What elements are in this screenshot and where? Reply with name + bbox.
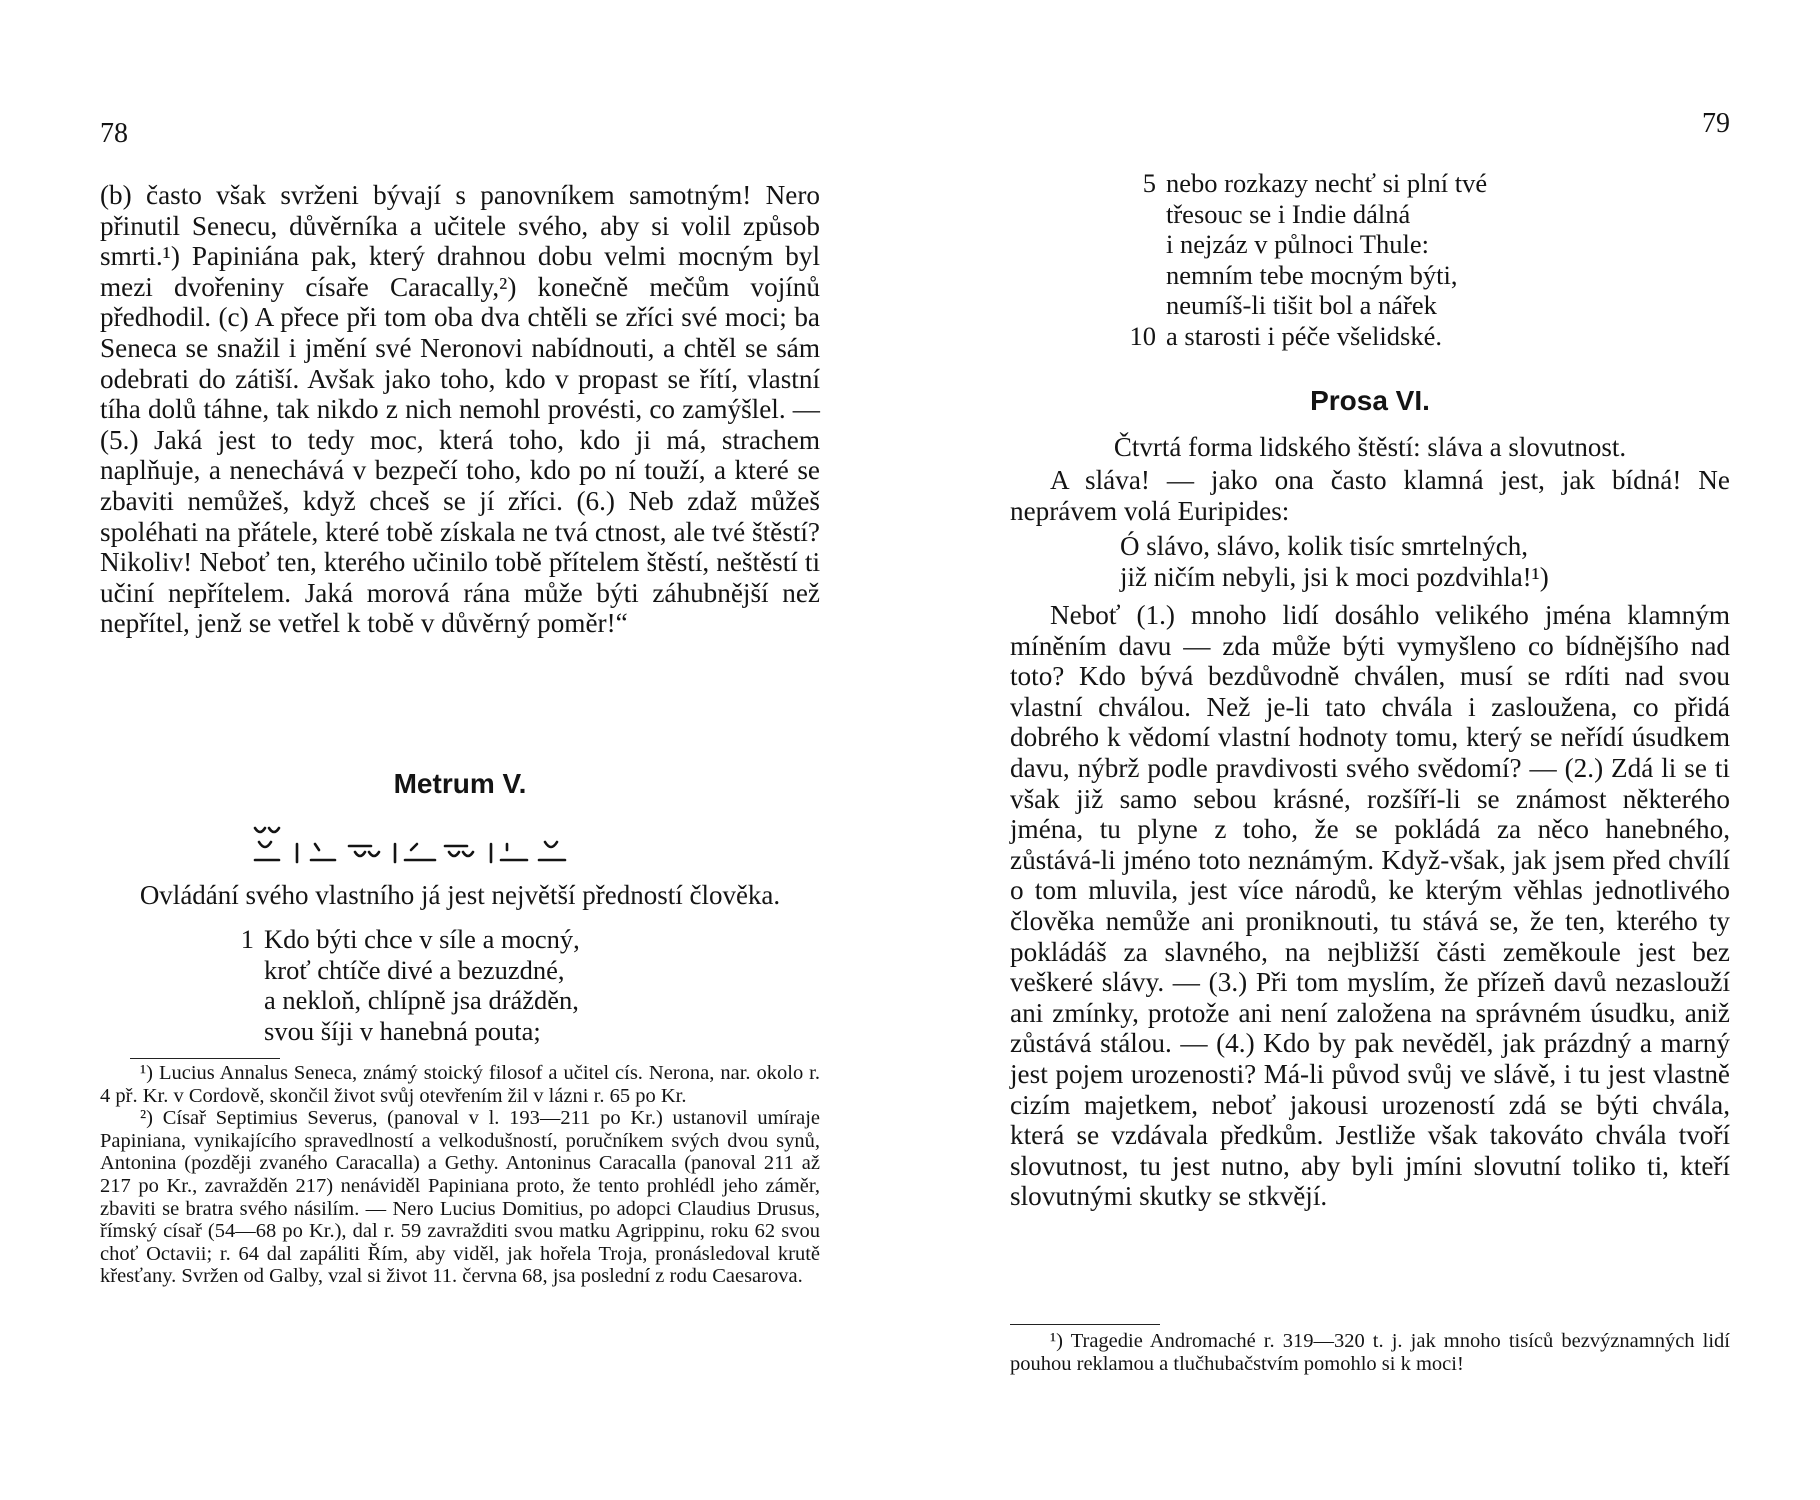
verse-line <box>1122 260 1487 291</box>
page-number: 79 <box>1702 108 1730 139</box>
verse-text: i nejzáz v půlnoci Thule: <box>1166 229 1429 260</box>
verse-line <box>1122 199 1487 230</box>
footnotes <box>100 1062 820 1288</box>
verse-text: a starosti i péče všelidské. <box>1166 320 1442 351</box>
verse-text: třesouc se i Indie dálná <box>1166 198 1411 229</box>
quote-line: Ó slávo, slávo, kolik tisíc smrtelných, <box>1120 531 1528 561</box>
line-number: 10 <box>1129 320 1156 351</box>
line-number: 1 <box>240 924 254 954</box>
intro-paragraph: A sláva! — jako ona často klamná jest, jak bídná! Ne neprávem volá Euripides: <box>1010 465 1730 526</box>
section-heading: Prosa VI. <box>1310 385 1430 416</box>
footnote: ¹) Tragedie Andromaché r. 319—320 t. j. jak mnoho tisíců bezvýznamných lidí pouhou reklamou a tlučhubačstvím pomohlo si k moci! <box>1010 1330 1730 1375</box>
section-subtitle: Čtvrtá forma lidského štěstí: sláva a slovutnost. <box>1113 432 1627 462</box>
verse-text: nemním tebe mocným býti, <box>1166 259 1458 290</box>
line-number <box>1122 229 1166 260</box>
epigraph: Ovládání svého vlastního já jest největší předností člověka. <box>139 880 781 910</box>
footnote: ¹) Lucius Annalus Seneca, známý stoický filosof a učitel cís. Nerona, nar. okolo r. 4 př. Kr. v Cordově, skončil život svůj otevřením žil v lázni r. 65 po Kr. <box>100 1062 820 1107</box>
quote-line: již ničím nebyli, jsi k moci pozdvihla!¹) <box>1120 561 1549 592</box>
line-number <box>220 955 264 986</box>
paragraph: (b) často však svrženi bývají s panovníkem samotným! Nero přinutil Senecu, důvěrníka a učitele svého, aby si volil způsob smrti.¹) Papiniána pak, který drahnou dobu velmi mocným byl mezi dvořeniny císaře Caracally,²) konečně mečům vojínů předhodil. (c) A přece při tom oba dva chtěli se zříci své moci; ba Seneca se snažil i jmění své Neronovi nabídnouti, a chtěl se sám odebrati do zátiší. Avšak jako toho, kdo v propast se řítí, vlastní tíha dolů táhne, tak nikdo z nich nemohl provésti, co zamýšlel. — (5.) Jaká jest to tedy moc, která toho, kdo ji má, strachem naplňuje, a nenechává v bezpečí toho, kdo po ní touží, a které se zbaviti nemůžeš, když chceš se jí zříci. (6.) Neb zdaž můžeš spoléhati na přátele, které tobě získala ne tvá ctnost, ale tvé štěstí? Nikoliv! Neboť ten, kterého učinilo tobě přítelem štěstí, neštěstí ti učiní nepřítelem. Jaká morová rána může býti záhubnější než nepřítel, jenž se vetřel k tobě v důvěrný poměr!“ <box>100 180 820 639</box>
verse-text: a nekloň, chlípně jsa drážděn, <box>264 985 579 1016</box>
footnotes <box>1010 1330 1730 1375</box>
verse-text: kroť chtíče divé a bezuzdné, <box>264 954 565 985</box>
verse-text: svou šíji v hanebná pouta; <box>264 1015 541 1046</box>
line-number <box>1122 260 1166 291</box>
footnote-divider <box>130 1058 280 1059</box>
verse-text: neumíš-li tišit bol a nářek <box>1166 290 1437 321</box>
verse-line <box>220 924 580 955</box>
verse-quote <box>1120 531 1549 592</box>
verse-line <box>220 1016 580 1047</box>
verse <box>220 924 580 1046</box>
verse-line <box>1122 168 1487 199</box>
verse <box>1122 168 1487 352</box>
line-number <box>220 985 264 1016</box>
line-number <box>220 1016 264 1047</box>
body-text: Neboť (1.) mnoho lidí dosáhlo velikého jména klamným míněním davu — zda může býti vymyšleno co bídnějšího nad toto? Kdo bývá bezdůvodně chválen, musí se rdíti nad svou vlastní chválou. Než je-li tato chvála i zasloužena, co přidá dobrého k vědomí vlastní hodnoty tomu, který se neřídí úsudkem davu, nýbrž podle pravdivosti svého svědomí? — (2.) Zdá li se ti však již samo sebou krásné, rozšíří-li se známost některého jména, tu plyne z toho, že se pokládá za něco hanebného, zůstává-li jméno toto neznámým. Když-však, jak jsem před chvílí o tom mluvila, jest více národů, ke kterým věhlas jednotlivého člověka nemůže ani proniknouti, tu stává se, že ten, kterého ty pokládáš za slavného, na nejbližší části zeměkoule jest bez veškeré slávy. — (3.) Při tom myslím, že přízeň davů nezaslouží ani zmínky, protože ani není založena na správném úsudku, aniž zůstává stálou. — (4.) Kdo by pak nevěděl, jak prázdný a marný jest pojem urozenosti? Má-li původ svůj ve slávě, i tu jest vlastně cizím majetkem, neboť jakousi urozeností zdá se býti chvála, která se vzdávala předkům. Jestliže však takováto chvála tvoří slovutnost, tu jest nutno, aby byli jmíni slovutní toliko ti, kteří slovutnými skutky se stkvějí. <box>1010 600 1730 1212</box>
left-page <box>100 0 820 1500</box>
verse-line <box>220 985 580 1016</box>
section-heading: Metrum V. <box>393 768 527 799</box>
body-text <box>100 180 820 639</box>
verse-line <box>220 955 580 986</box>
line-number <box>1122 290 1166 321</box>
metrical-scheme <box>100 820 820 881</box>
right-page <box>1010 0 1730 1500</box>
page-number: 78 <box>100 118 128 149</box>
verse-text: Kdo býti chce v síle a mocný, <box>264 924 580 954</box>
line-number: 5 <box>1142 168 1156 198</box>
metrical-scheme-drawing <box>245 820 675 876</box>
verse-line <box>1122 290 1487 321</box>
verse-line <box>1122 321 1487 352</box>
footnote: ²) Císař Septimius Severus, (panoval v l. 193—211 po Kr.) ustanovil umíraje Papiniana, vynikajícího spravedlností a velkodušností, poručníkem svých dvou synů, Antonina (později zvaného Caracalla) a Gethy. Antoninus Caracalla (panoval 211 až 217 po Kr., zavražděn 217) nenáviděl Papiniana proto, že tento prohlédl jeho záměr, zbaviti se bratra svého násilím. — Nero Lucius Domitius, po adopci Claudius Drusus, římský císař (54—68 po Kr.), dal r. 59 zavražditi svou matku Agrippinu, roku 62 svou choť Octavii; r. 64 dal zapáliti Řím, aby viděl, jak hořela Troja, pronásledoval krutě křesťany. Svržen od Galby, vzal si život 11. června 68, jsa poslední z rodu Caesarova. <box>100 1107 820 1288</box>
line-number <box>1122 199 1166 230</box>
verse-text: nebo rozkazy nechť si plní tvé <box>1166 168 1488 198</box>
footnote-divider <box>1010 1324 1160 1325</box>
verse-line <box>1122 229 1487 260</box>
